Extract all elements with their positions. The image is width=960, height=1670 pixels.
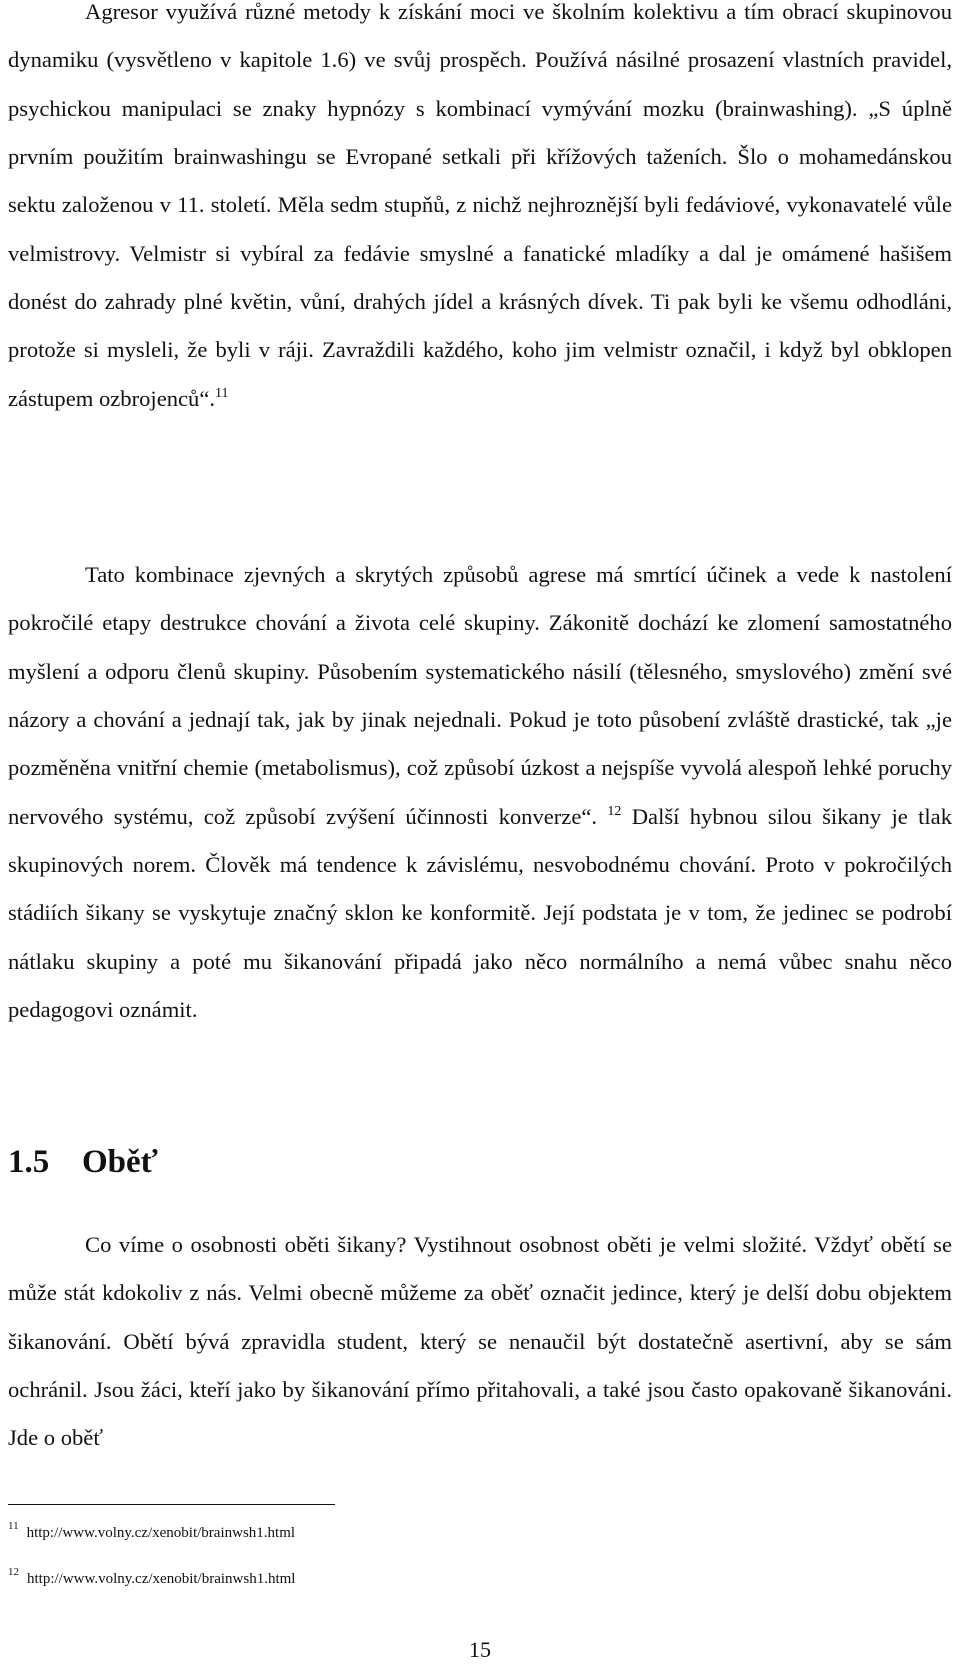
- paragraph-text: [8, 551, 952, 1034]
- paragraph-text: [8, 1221, 952, 1463]
- paragraph-body: Co víme o osobnosti oběti šikany? Vystihnout osobnost oběti je velmi složité. Vždyť obětí se může stát kdokoliv z nás. Velmi obecně můžeme za oběť označit jedince, který je delší dobu objektem šikanování. Obětí bývá zpravidla student, který se nenaučil být dostatečně asertivní, aby se sám ochránil. Jsou žáci, kteří jako by šikanování přímo přitahovali, a také jsou často opakovaně šikanováni. Jde o oběť: [8, 1232, 952, 1451]
- section-heading: [8, 1142, 158, 1182]
- paragraph-agresor: [8, 0, 952, 423]
- paragraph-text: [8, 0, 952, 423]
- footnote-12: [8, 1562, 295, 1589]
- section-number: 1.5: [8, 1144, 50, 1180]
- footnote-reference: 12: [607, 803, 622, 819]
- paragraph-body: Agresor využívá různé metody k získání moci ve školním kolektivu a tím obrací skupinovou dynamiku (vysvětleno v kapitole 1.6) ve svůj prospěch. Používá násilné prosazení vlastních pravidel, psychickou manipulaci se znaky hypnózy s kombinací vymývání mozku (brainwashing). „S úplně prvním použitím brainwashingu se Evropané setkali při křížových taženích. Šlo o mohamedánskou sektu založenou v 11. století. Měla sedm stupňů, z nichž nejhroznější byli fedáviové, vykonavatelé vůle velmistrovy. Velmistr si vybíral za fedávie smyslné a fanatické mladíky a dal je omámené hašišem donést do zahrady plné květin, vůní, drahých jídel a krásných dívek. Ti pak byli ke všemu odhodláni, protože si mysleli, že byli v ráji. Zavraždili každého, koho jim velmistr označil, i když byl obklopen zástupem ozbrojenců“.: [8, 0, 952, 411]
- footnote-mark: 11: [8, 1520, 19, 1532]
- footnote-11: [8, 1516, 295, 1543]
- footnote-link[interactable]: http://www.volny.cz/xenobit/brainwsh1.html: [26, 1525, 296, 1541]
- footnote-link[interactable]: http://www.volny.cz/xenobit/brainwsh1.html: [27, 1571, 296, 1587]
- section-title: Oběť: [82, 1144, 158, 1180]
- paragraph-body-before: Tato kombinace zjevných a skrytých způsobů agrese má smrtící účinek a vede k nastolení pokročilé etapy destrukce chování a života celé skupiny. Zákonitě dochází ke zlomení samostatného myšlení a odporu členů skupiny. Působením systematického násilí (tělesného, smyslového) změní své názory a chování a jednají tak, jak by jinak nejednali. Pokud je toto působení zvláště drastické, tak „je pozměněna vnitřní chemie (metabolismus), což způsobí úzkost a nejspíše vyvolá alespoň lehké poruchy nervového systému, což způsobí zvýšení účinnosti konverze“.: [8, 562, 952, 829]
- paragraph-body-after: Další hybnou silou šikany je tlak skupinových norem. Člověk má tendence k závislému, nesvobodnému chování. Proto v pokročilých stádiích šikany se vyskytuje značný sklon ke konformitě. Její podstata je v tom, že jedinec se podrobí nátlaku skupiny a poté mu šikanování připadá jako něco normálního a nemá vůbec snahu něco pedagogovi oznámit.: [8, 803, 952, 1023]
- footnote-divider: [8, 1504, 335, 1505]
- page-number: 15: [469, 1637, 491, 1662]
- footnote-reference: 11: [215, 385, 229, 401]
- footnote-mark: 12: [8, 1566, 19, 1578]
- paragraph-obet: [8, 1221, 952, 1463]
- paragraph-kombinace: [8, 551, 952, 1034]
